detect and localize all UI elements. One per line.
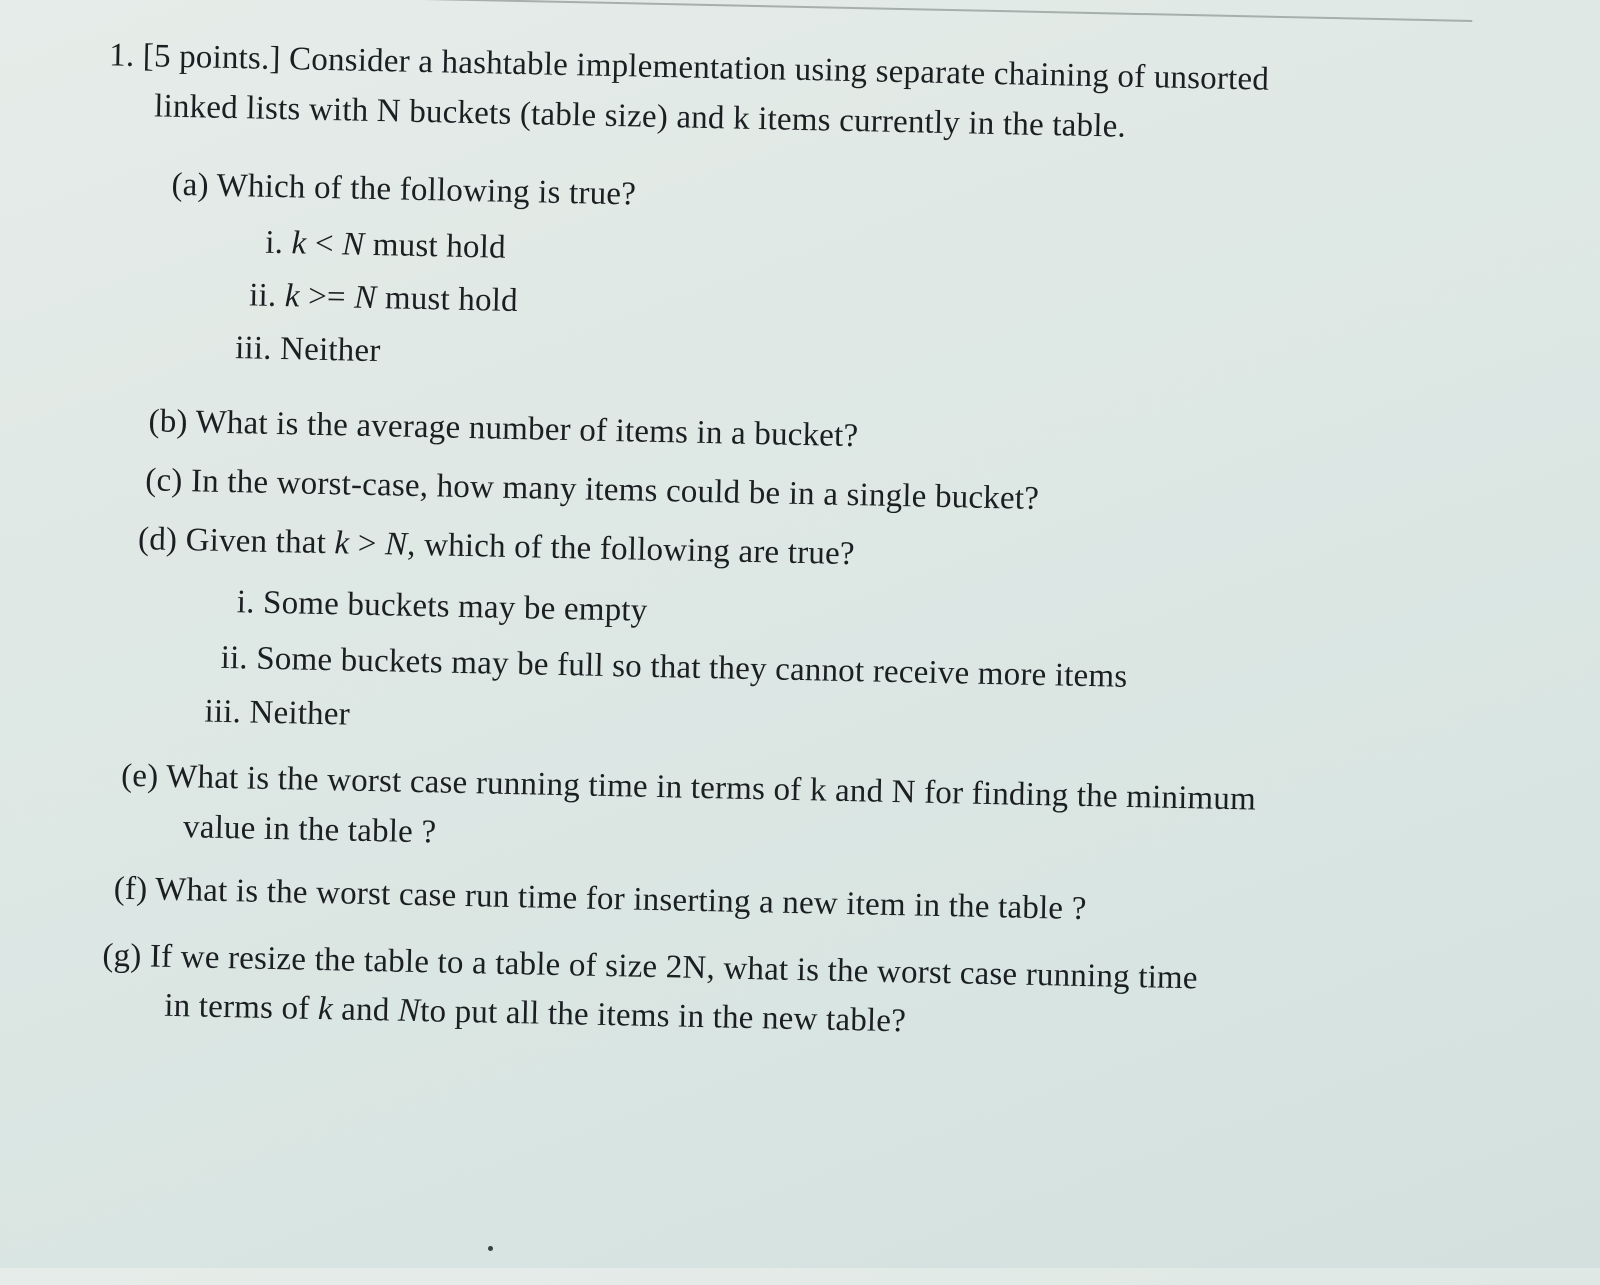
part-a-text: Which of the following is true? <box>216 167 637 213</box>
option-label: i. <box>236 584 256 621</box>
part-d-option-i <box>236 582 647 631</box>
part-a-option-i <box>265 223 506 268</box>
option-label: ii. <box>248 277 277 314</box>
math-var-k: k <box>334 525 350 562</box>
part-g-text-pre: in terms of <box>163 987 319 1027</box>
option-text: must hold <box>364 226 507 266</box>
option-text: Neither <box>279 331 381 370</box>
part-d-option-iii <box>204 692 350 735</box>
math-operator: >= <box>299 278 355 316</box>
option-label: iii. <box>204 693 242 731</box>
part-g-text-line1: If we resize the table to a table of size 2N, what is the worst case running time <box>149 938 1199 997</box>
option-text: Some buckets may be full so that they cannot receive more items <box>255 640 1128 695</box>
part-e-text-line2: value in the table ? <box>182 809 437 851</box>
part-c <box>145 460 1040 519</box>
part-d-text-pre: Given that <box>185 522 335 562</box>
part-g-text-mid: and <box>332 991 399 1029</box>
part-g-text-post: to put all the items in the new table? <box>419 993 907 1040</box>
part-b-text: What is the average number of items in a bucket? <box>195 404 859 455</box>
math-operator: > <box>348 525 386 563</box>
part-a-label: (a) <box>171 166 210 204</box>
part-c-label: (c) <box>144 462 183 500</box>
question-points: [5 points.] <box>142 38 282 78</box>
part-g-line2 <box>164 986 907 1042</box>
part-e-label: (e) <box>120 757 159 795</box>
part-d-text-post: , which of the following are true? <box>406 526 856 573</box>
part-e-text-line1: What is the worst case running time in terms of k and N for finding the minimum <box>165 758 1257 818</box>
math-operator: < <box>306 225 343 263</box>
option-text: Some buckets may be empty <box>262 584 648 629</box>
math-var-k: k <box>291 225 307 262</box>
part-a-option-iii <box>235 328 381 371</box>
part-b <box>148 401 859 456</box>
question-1-intro-line2: linked lists with N buckets (table size) and k items currently in the table. <box>153 88 1127 145</box>
page-top-rule <box>73 0 1473 22</box>
part-b-label: (b) <box>148 403 189 441</box>
option-text: Neither <box>249 694 351 733</box>
part-f <box>113 869 1087 929</box>
option-text: must hold <box>376 280 519 320</box>
part-f-text: What is the worst case run time for inserting a new item in the table ? <box>154 871 1087 928</box>
question-intro-text: Consider a hashtable implementation using separate chaining of unsorted <box>288 41 1270 98</box>
math-var-k: k <box>317 990 334 1028</box>
option-label: i. <box>264 224 284 262</box>
part-d-option-ii <box>220 638 1128 697</box>
part-a-option-ii <box>249 275 518 321</box>
paper-speck <box>488 1246 493 1251</box>
option-label: ii. <box>220 639 249 677</box>
math-var-k: k <box>284 278 301 315</box>
part-f-label: (f) <box>113 870 148 908</box>
part-c-text: In the worst-case, how many items could be in a single bucket? <box>190 463 1040 517</box>
math-var-n: N <box>341 226 365 263</box>
math-var-n: N <box>384 526 408 563</box>
part-g-label: (g) <box>102 937 142 975</box>
part-d <box>138 519 855 574</box>
part-a <box>171 165 636 215</box>
math-var-n: N <box>353 279 377 317</box>
part-d-label: (d) <box>137 521 178 558</box>
question-number: 1. <box>108 37 135 74</box>
option-label: iii. <box>234 330 273 367</box>
math-var-n: N <box>397 992 421 1030</box>
